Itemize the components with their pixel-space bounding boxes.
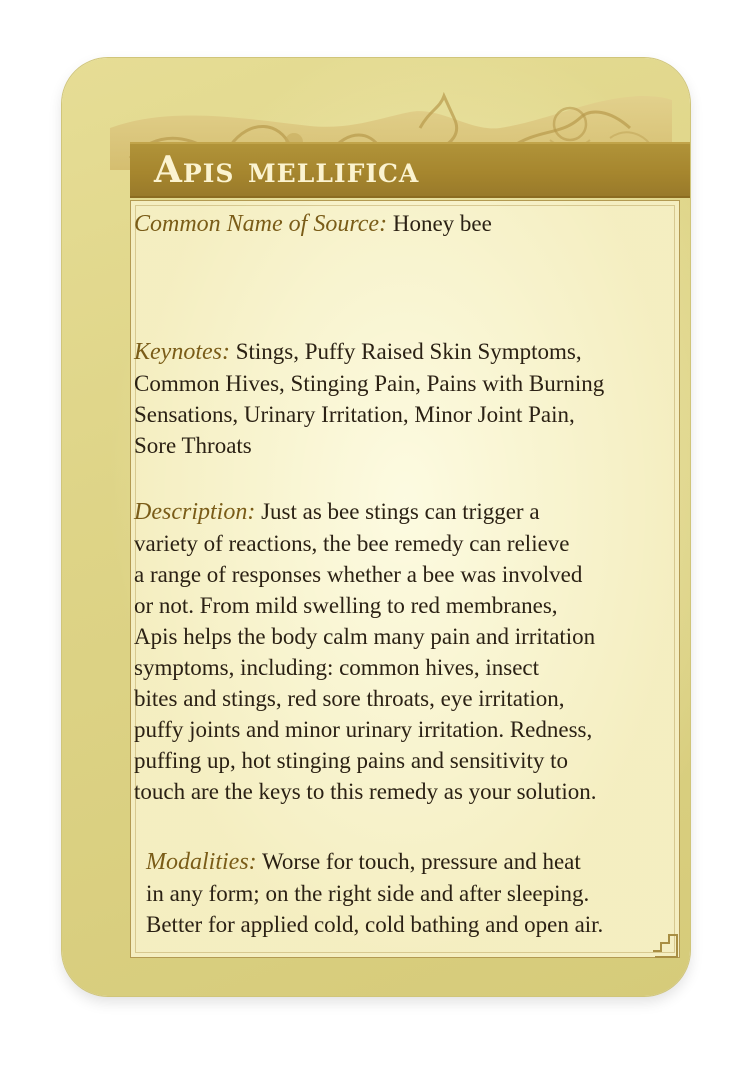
keynotes-line: Common Hives, Stinging Pain, Pains with Burning: [134, 371, 605, 396]
description-line: variety of reactions, the bee remedy can relieve: [134, 531, 570, 556]
description-line: a range of responses whether a bee was involved: [134, 562, 583, 587]
description-line: touch are the keys to this remedy as your solution.: [134, 779, 597, 804]
description-line: bites and stings, red sore throats, eye irritation,: [134, 686, 565, 711]
modalities-line: [146, 846, 603, 878]
description-line: or not. From mild swelling to red membranes,: [134, 593, 558, 618]
description-label: Description:: [134, 499, 256, 525]
keynotes-text: Stings, Puffy Raised Skin Symptoms,: [235, 339, 582, 364]
title-bar: [130, 142, 690, 198]
modalities-line: Better for applied cold, cold bathing and open air.: [146, 912, 604, 937]
common-name-label: Common Name of Source:: [134, 211, 388, 237]
modalities-text: Worse for touch, pressure and heat: [262, 849, 581, 874]
description-line: Apis helps the body calm many pain and irritation: [134, 624, 596, 649]
keynotes-line: [134, 336, 604, 368]
description-line: [134, 496, 596, 528]
keynotes-line: Sensations, Urinary Irritation, Minor Joint Pain,: [134, 402, 575, 427]
modalities-line: in any form; on the right side and after sleeping.: [146, 881, 590, 906]
modalities-label: Modalities:: [146, 849, 257, 875]
keynotes-section: [134, 336, 604, 461]
description-line: puffing up, hot stinging pains and sensitivity to: [134, 748, 569, 773]
common-name-section: [134, 208, 492, 240]
remedy-title: Apis mellifica: [154, 149, 420, 191]
keynotes-line: Sore Throats: [134, 433, 252, 458]
common-name-value: Honey bee: [392, 211, 492, 236]
description-line: symptoms, including: common hives, insect: [134, 655, 540, 680]
description-text: Just as bee stings can trigger a: [261, 499, 540, 524]
corner-ornament: [653, 931, 687, 965]
remedy-card: [62, 58, 690, 996]
description-section: [134, 496, 596, 807]
description-line: puffy joints and minor urinary irritation. Redness,: [134, 717, 593, 742]
modalities-section: [146, 846, 603, 940]
keynotes-label: Keynotes:: [134, 339, 230, 365]
